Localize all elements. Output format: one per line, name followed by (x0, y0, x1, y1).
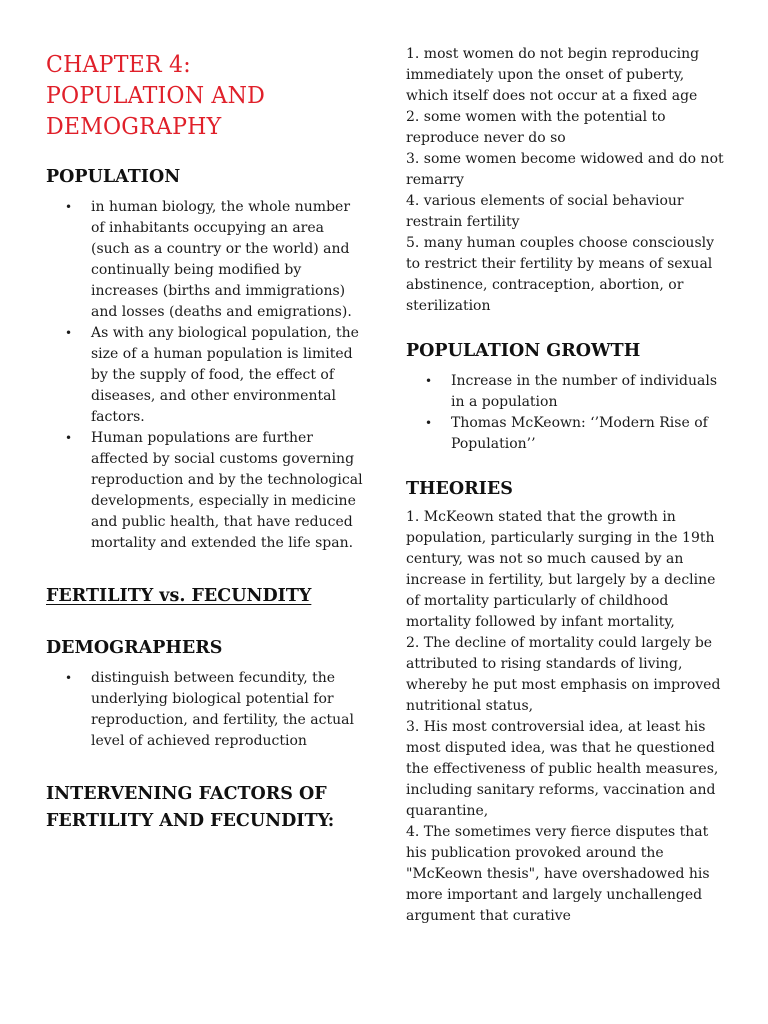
list-item: 3. His most controversial idea, at least his most disputed idea, was that he questioned the effectiveness of public health measures, including sanitary reforms, vaccination and quarantine, (406, 719, 719, 819)
demographers-heading: DEMOGRAPHERS (46, 638, 223, 658)
population-heading: POPULATION (46, 167, 181, 187)
list-item: • in human biology, the whole number of inhabitants occupying an area (such as a country or the world) and continually being modified by increases (births and immigrations) and losses (deaths and emigrations). (46, 197, 366, 323)
intervening-heading-line2: FERTILITY AND FECUNDITY: (46, 811, 335, 831)
left-column (46, 50, 366, 835)
list-item: 5. many human couples choose consciously to restrict their fertility by means of sexual abstinence, contraception, abortion, or sterilization (406, 235, 715, 314)
list-item: 1. McKeown stated that the growth in population, particularly surging in the 19th century, was not so much caused by an increase in fertility, but largely by a decline of mortality particularly of childhood mortality followed by infant mortality, (406, 509, 716, 630)
population-growth-bullet-list (406, 371, 724, 455)
chapter-title-line2: POPULATION AND (46, 83, 265, 109)
chapter-title (46, 50, 353, 143)
list-item: • Increase in the number of individuals in a population (406, 371, 724, 413)
list-item: • As with any biological population, the size of a human population is limited by the supply of food, the effect of diseases, and other environmental factors. (46, 323, 366, 428)
list-item: 2. some women with the potential to reproduce never do so (406, 109, 666, 146)
list-item: • Human populations are further affected by social customs governing reproduction and by the technological developments, especially in medicine and public health, that have reduced mortality and extended the life span. (46, 428, 366, 554)
list-item: • Thomas McKeown: ‘’Modern Rise of Population’’ (406, 413, 724, 455)
population-bullet-list (46, 197, 366, 554)
intervening-factors-list (406, 44, 724, 317)
list-item: • distinguish between fecundity, the underlying biological potential for reproduction, and fertility, the actual level of achieved reproduction (46, 668, 366, 752)
population-growth-heading: POPULATION GROWTH (406, 341, 641, 361)
intervening-heading-line1: INTERVENING FACTORS OF (46, 784, 327, 804)
list-item: 1. most women do not begin reproducing immediately upon the onset of puberty, which itself does not occur at a fixed age (406, 46, 700, 104)
demographers-bullet-list (46, 668, 366, 752)
fertility-vs-fecundity-heading: FERTILITY vs. FECUNDITY (46, 586, 312, 606)
list-item: 2. The decline of mortality could largely be attributed to rising standards of living, whereby he put most emphasis on improved nutritional status, (406, 635, 721, 714)
list-item: 4. various elements of social behaviour restrain fertility (406, 193, 684, 230)
intervening-factors-heading (46, 781, 366, 835)
theories-heading: THEORIES (406, 479, 513, 499)
chapter-title-line3: DEMOGRAPHY (46, 114, 222, 140)
right-column (406, 44, 724, 927)
theories-list (406, 507, 724, 927)
chapter-title-line1: CHAPTER 4: (46, 52, 191, 78)
list-item: 4. The sometimes very fierce disputes that his publication provoked around the "McKeown thesis", have overshadowed his more important and largely unchallenged argument that curative (406, 824, 710, 924)
list-item: 3. some women become widowed and do not remarry (406, 151, 724, 188)
